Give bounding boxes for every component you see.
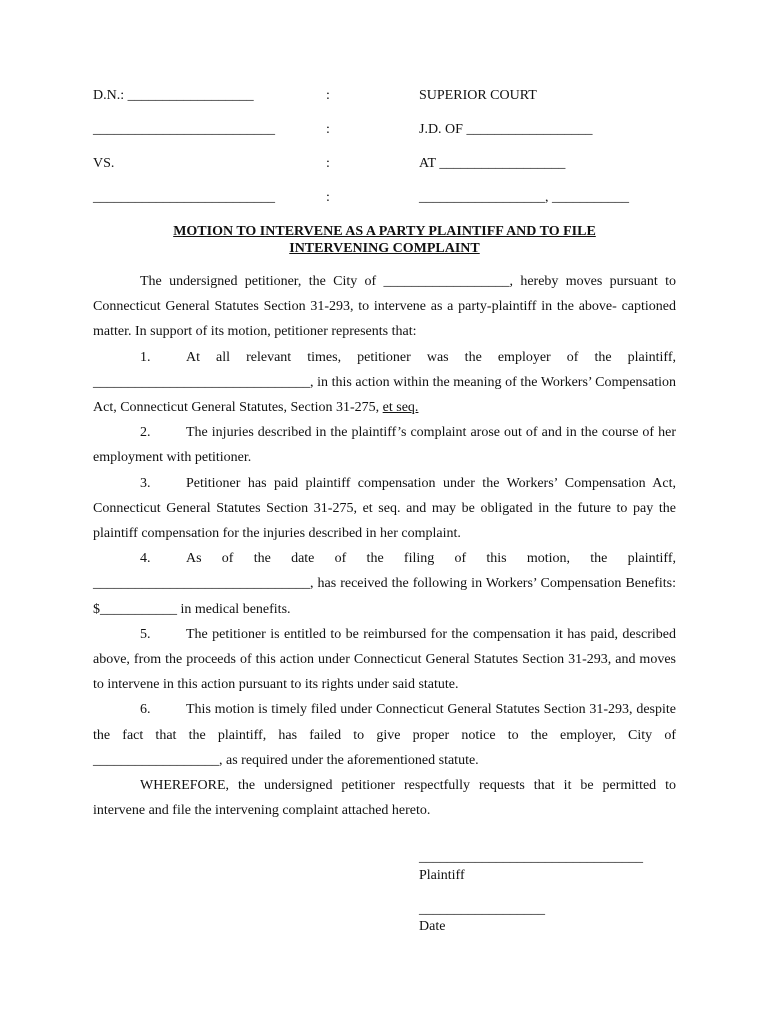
docket-number-field: D.N.: __________________ bbox=[93, 88, 254, 103]
versus-label: VS. bbox=[93, 156, 115, 171]
defendant-name-blank: __________________________ bbox=[93, 190, 275, 205]
et-seq-underlined: et seq. bbox=[382, 400, 419, 416]
paragraph-text: This motion is timely filed under Connecticut General Statutes Section 31-293, despite the fact that the plaintiff, has failed to give proper notice to the employer, City of __________________, as required under the aforementioned statute. bbox=[93, 702, 676, 768]
paragraph-text: Petitioner has paid plaintiff compensation under the Workers’ Compensation Act, Connecticut General Statutes Section 31-275, et seq. and may be obligated in the future to pay the plaintiff compensation for the injuries described in her complaint. bbox=[93, 475, 676, 542]
document-title bbox=[93, 223, 676, 257]
paragraph-text: As of the date of the filing of this motion, the plaintiff, _______________________________, has received the following in Workers’ Compensation Benefits: $___________ in medical benefits. bbox=[93, 551, 676, 617]
numbered-paragraph bbox=[93, 622, 676, 698]
paragraph-number: 4. bbox=[140, 551, 151, 567]
caption-colon: : bbox=[326, 190, 330, 205]
numbered-paragraph bbox=[93, 420, 676, 470]
date-signature-line: __________________ bbox=[419, 902, 545, 917]
paragraph-number: 1. bbox=[140, 349, 151, 365]
date-signature-label: Date bbox=[419, 919, 446, 934]
case-caption bbox=[93, 88, 693, 224]
caption-colon: : bbox=[326, 122, 330, 137]
caption-row bbox=[93, 190, 693, 224]
title-line: MOTION TO INTERVENE AS A PARTY PLAINTIFF AND TO FILE bbox=[173, 224, 596, 239]
intro-paragraph bbox=[93, 269, 676, 345]
intro-line: The undersigned petitioner, the City of __________________, hereby moves pursuant bbox=[140, 274, 658, 289]
court-name: SUPERIOR COURT bbox=[419, 88, 537, 103]
paragraph-number: 3. bbox=[140, 475, 151, 491]
caption-colon: : bbox=[326, 88, 330, 103]
paragraph-text: At all relevant times, petitioner was the employer of the plaintiff, _______________________________, in this action within the meaning of the Workers’ Compensation Act, Connecticut General Statutes, Section 31-275, bbox=[93, 349, 676, 416]
numbered-paragraph bbox=[93, 345, 676, 421]
caption-row bbox=[93, 122, 693, 156]
wherefore-paragraph: WHEREFORE, the undersigned petitioner respectfully requests that it be permitted to intervene and file the intervening complaint attached hereto. bbox=[93, 778, 676, 819]
numbered-paragraph bbox=[93, 697, 676, 773]
court-location-field: AT __________________ bbox=[419, 156, 566, 171]
judicial-district-field: J.D. OF __________________ bbox=[419, 122, 593, 137]
title-line: INTERVENING COMPLAINT bbox=[289, 241, 480, 256]
date-field: __________________, ___________ bbox=[419, 190, 629, 205]
paragraph-number: 6. bbox=[140, 702, 151, 718]
intro-line: captioned matter. In support of its motion, petitioner represents that: bbox=[93, 299, 676, 340]
paragraph-number: 5. bbox=[140, 626, 151, 642]
paragraph-number: 2. bbox=[140, 425, 151, 441]
paragraph-text: The petitioner is entitled to be reimbursed for the compensation it has paid, described above, from the proceeds of this action under Connecticut General Statutes Section 31-293, and moves to intervene in this action pursuant to its rights under said statute. bbox=[93, 626, 676, 693]
numbered-paragraph bbox=[93, 546, 676, 622]
plaintiff-signature-label: Plaintiff bbox=[419, 868, 465, 883]
caption-row bbox=[93, 156, 693, 190]
intro-line: to Connecticut General Statutes Section 31-293, to intervene as a party-plaintiff in the above- bbox=[93, 274, 676, 315]
document-body bbox=[93, 269, 676, 823]
paragraph-text: The injuries described in the plaintiff’s complaint arose out of and in the course of her employment with petitioner. bbox=[93, 425, 676, 466]
plaintiff-signature-line: ________________________________ bbox=[419, 850, 643, 865]
numbered-paragraph bbox=[93, 471, 676, 547]
plaintiff-name-blank: __________________________ bbox=[93, 122, 275, 137]
caption-row bbox=[93, 88, 693, 122]
caption-colon: : bbox=[326, 156, 330, 171]
